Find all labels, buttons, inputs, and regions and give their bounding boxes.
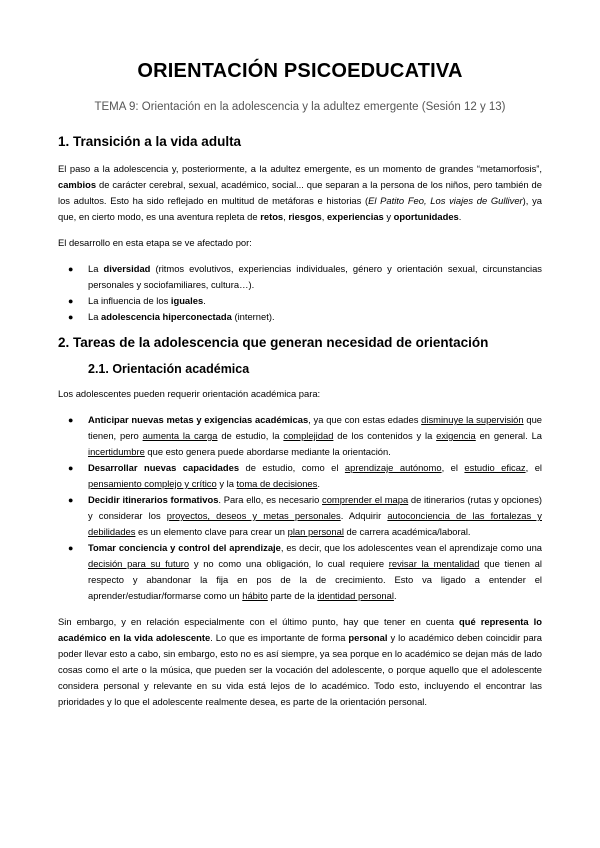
bullet-icon: ● [68,296,74,306]
document-content [58,134,542,720]
section-1-heading: 1. Transición a la vida adulta [58,134,242,149]
section-2-1-heading: 2.1. Orientación académica [88,362,250,376]
list-item: ● Decidir itinerarios formativos. Para ello, es necesario comprender el mapa de itinerarios (rutas y opciones) y considerar los proyectos, deseos y metas personales. Adquirir autoconciencia de las fortalezas y debilidades es un elemento clave para crear un plan personal de carrera académica/laboral. [68,494,542,537]
bullet-icon: ● [68,264,74,274]
document-title: ORIENTACIÓN PSICOEDUCATIVA [137,60,463,82]
bullet-icon: ● [68,495,74,505]
bullet-icon: ● [68,543,74,553]
list-item: ● La adolescencia hiperconectada (internet). [58,309,542,325]
list-item: ● Anticipar nuevas metas y exigencias académicas, ya que con estas edades disminuye la supervisión que tienen, pero aumenta la carga de estudio, la complejidad de los contenidos y la exigencia en general. La incertidumbre que esto genera puede abordarse mediante la orientación. [68,414,543,457]
section-1-paragraph-1: El paso a la adolescencia y, posteriormente, a la adultez emergente, es un momento de grandes “metamorfosis”, cambios de carácter cerebral, sexual, académico, social... que separan a la persona de los niños, pero también de los adultos. Esto ha sido reflejado en multitud de metáforas e historias (El Patito Feo, Los viajes de Gulliver), ya que, en cierto modo, es una aventura repleta de retos, riesgos, experiencias y oportunidades. [58,163,542,222]
section-2-heading: 2. Tareas de la adolescencia que generan necesidad de orientación [58,335,489,350]
section-1-bullet-list [58,261,542,325]
section-2-intro: Los adolescentes pueden requerir orientación académica para: [58,388,321,399]
section-1-paragraph-2: El desarrollo en esta etapa se ve afectado por: [58,237,252,248]
document-subtitle: TEMA 9: Orientación en la adolescencia y la adultez emergente (Sesión 12 y 13) [94,101,506,113]
section-2-bullet-list [58,412,542,604]
list-item: ● Desarrollar nuevas capacidades de estudio, como el aprendizaje autónomo, el estudio eficaz, el pensamiento complejo y crítico y la toma de decisiones. [68,462,542,489]
list-item: ● La diversidad (ritmos evolutivos, experiencias individuales, género y orientación sexual, circunstancias personales y sociofamiliares, cultura…). [68,263,542,290]
list-item: ● La influencia de los iguales. [58,293,542,309]
section-2-closing-paragraph: Sin embargo, y en relación especialmente con el último punto, hay que tener en cuenta qué representa lo académico en la vida adolescente. Lo que es importante de forma personal y lo académico deben coincidir para poder llevar esto a cabo, sin embargo, esto no es así siempre, ya sea porque en lo académico se dejan más de lado cosas como el arte o la música, que pueden ser la vocación del adolescente, o porque aquello que el adolescente considera personal y relevante en su vida está lejos de lo académico. Todo esto, incluyendo el encontrar las prioridades y lo que el adolescente realmente desea, es parte de la orientación personal. [58,616,543,707]
bullet-icon: ● [68,312,74,322]
list-item: ● Tomar conciencia y control del aprendizaje, es decir, que los adolescentes vean el aprendizaje como una decisión para su futuro y no como una obligación, lo cual requiere revisar la mentalidad que tienen al respecto y abandonar la fija en pos de la de crecimiento. Esto va ligado a entender el aprender/estudiar/formarse como un hábito parte de la identidad personal. [68,542,543,601]
bullet-icon: ● [68,415,74,425]
bullet-icon: ● [68,463,74,473]
